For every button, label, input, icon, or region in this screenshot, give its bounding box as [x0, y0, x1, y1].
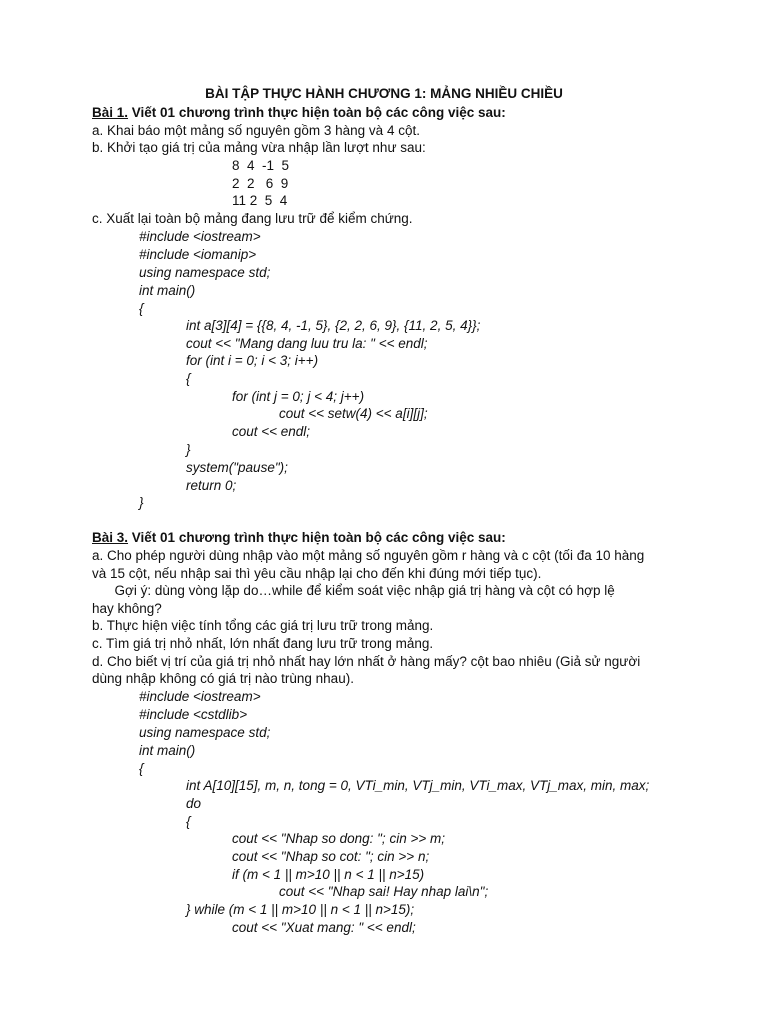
code-line: { [186, 371, 191, 386]
code-line: #include <cstdlib> [139, 707, 248, 722]
ex3-line: hay không? [92, 601, 162, 616]
ex3-line: d. Cho biết vị trí của giá trị nhỏ nhất hay lớn nhất ở hàng mấy? cột bao nhiêu (Giả sử người [92, 654, 641, 669]
code-line: for (int j = 0; j < 4; j++) [232, 389, 365, 404]
code-line: { [139, 761, 144, 776]
ex3-line: c. Tìm giá trị nhỏ nhất, lớn nhất đang lưu trữ trong mảng. [92, 636, 434, 651]
code-line: cout << "Mang dang luu tru la: " << endl; [186, 336, 428, 351]
code-line: int a[3][4] = {{8, 4, -1, 5}, {2, 2, 6, 9}, {11, 2, 5, 4}}; [186, 318, 481, 333]
code-line: cout << "Nhap so cot: "; cin >> n; [232, 849, 430, 864]
ex1-label: Bài 1. [92, 105, 129, 120]
code-line: } while (m < 1 || m>10 || n < 1 || n>15); [186, 902, 415, 917]
ex3-heading-text: Viết 01 chương trình thực hiện toàn bộ các công việc sau: [128, 530, 506, 545]
code-line: { [139, 301, 144, 316]
code-line: cout << "Nhap sai! Hay nhap lai\n"; [279, 884, 489, 899]
ex1-line-a: a. Khai báo một mảng số nguyên gồm 3 hàng và 4 cột. [92, 123, 420, 138]
document-title: BÀI TẬP THỰC HÀNH CHƯƠNG 1: MẢNG NHIỀU CHIỀU [205, 86, 563, 101]
code-line: } [186, 442, 191, 457]
code-line: #include <iostream> [139, 689, 261, 704]
code-line: using namespace std; [139, 265, 271, 280]
code-line: #include <iomanip> [139, 247, 257, 262]
matrix-row-1: 8 4 -1 5 [232, 158, 290, 173]
code-line: using namespace std; [139, 725, 271, 740]
ex3-line: b. Thực hiện việc tính tổng các giá trị lưu trữ trong mảng. [92, 618, 434, 633]
code-line: #include <iostream> [139, 229, 261, 244]
matrix-row-2: 2 2 6 9 [232, 176, 289, 191]
ex3-line: Gợi ý: dùng vòng lặp do…while để kiểm soát việc nhập giá trị hàng và cột có hợp lệ [92, 583, 615, 598]
code-line: int A[10][15], m, n, tong = 0, VTi_min, VTj_min, VTi_max, VTj_max, min, max; [186, 778, 650, 793]
ex1-heading-text: Viết 01 chương trình thực hiện toàn bộ các công việc sau: [128, 105, 506, 120]
code-line: } [139, 495, 144, 510]
code-line: cout << "Nhap so dong: "; cin >> m; [232, 831, 445, 846]
code-line: if (m < 1 || m>10 || n < 1 || n>15) [232, 867, 425, 882]
code-line: int main() [139, 743, 196, 758]
matrix-row-3: 11 2 5 4 [232, 193, 288, 208]
code-line: system("pause"); [186, 460, 288, 475]
code-line: cout << "Xuat mang: " << endl; [232, 920, 416, 935]
code-line: cout << setw(4) << a[i][j]; [279, 406, 428, 421]
code-line: do [186, 796, 202, 811]
code-line: int main() [139, 283, 196, 298]
code-line: return 0; [186, 478, 237, 493]
ex3-label: Bài 3. [92, 530, 129, 545]
code-line: cout << endl; [232, 424, 311, 439]
ex3-line: a. Cho phép người dùng nhập vào một mảng số nguyên gồm r hàng và c cột (tối đa 10 hàng [92, 548, 645, 563]
ex1-heading [92, 104, 506, 121]
code-line: for (int i = 0; i < 3; i++) [186, 353, 319, 368]
ex3-heading [92, 529, 506, 546]
ex3-line: và 15 cột, nếu nhập sai thì yêu cầu nhập lại cho đến khi đúng mới tiếp tục). [92, 566, 542, 581]
ex3-line: dùng nhập không có giá trị nào trùng nhau). [92, 671, 354, 686]
ex1-line-b: b. Khởi tạo giá trị của mảng vừa nhập lần lượt như sau: [92, 140, 426, 155]
ex1-line-c: c. Xuất lại toàn bộ mảng đang lưu trữ để kiểm chứng. [92, 211, 413, 226]
code-line: { [186, 814, 191, 829]
